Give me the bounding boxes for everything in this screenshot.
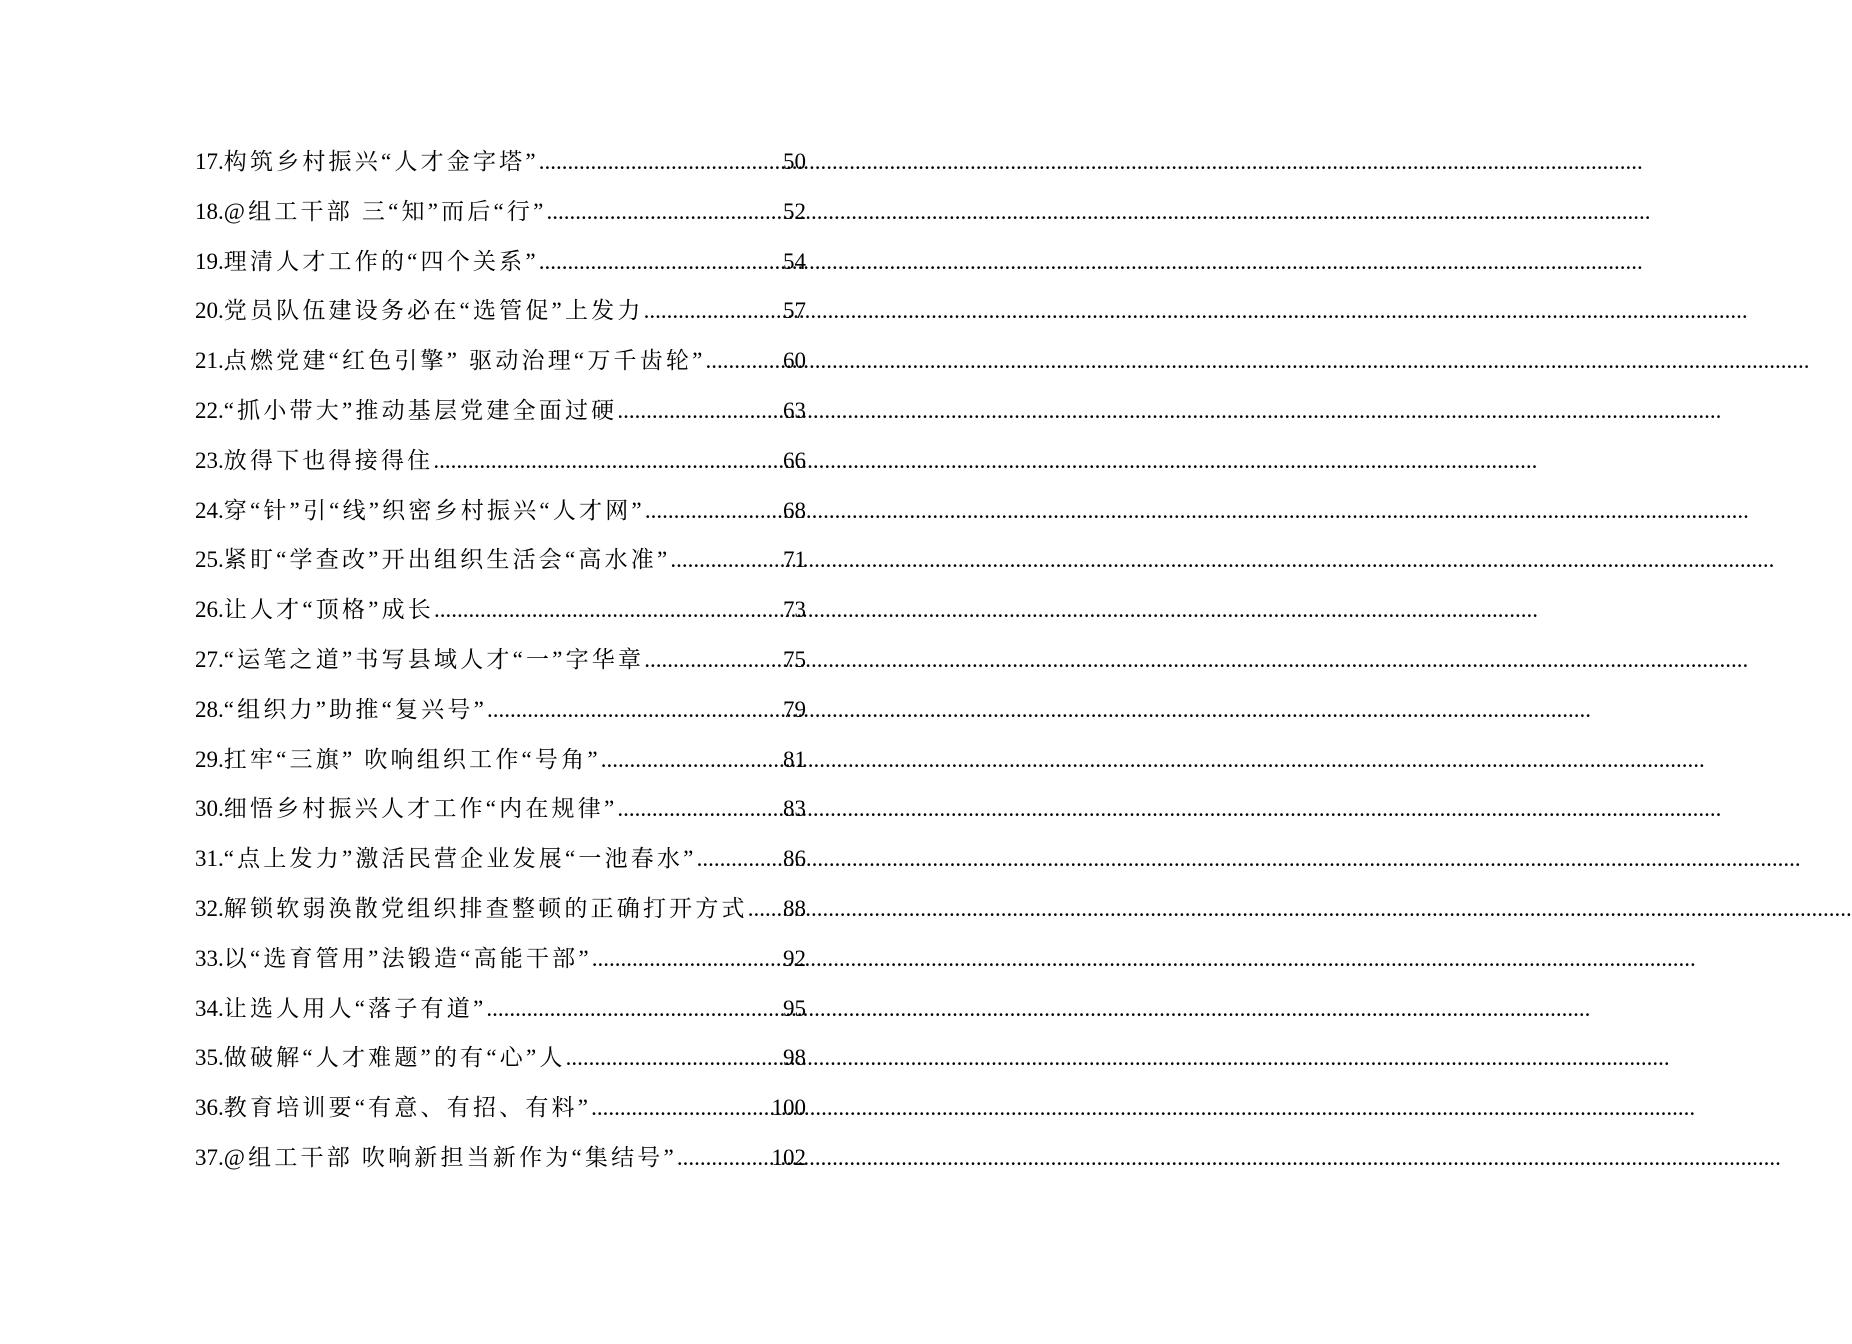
- toc-entry-page: 57: [783, 298, 806, 324]
- toc-dot-leader: [697, 834, 783, 884]
- toc-entry-number: 33.: [195, 945, 224, 971]
- toc-entry-title: 细悟乡村振兴人才工作“内在规律”: [223, 796, 618, 822]
- toc-entry-number: 30.: [195, 796, 224, 822]
- toc-entry-number: 31.: [195, 846, 224, 872]
- toc-entry-page: 88: [783, 895, 806, 921]
- toc-entry-page: 63: [783, 397, 806, 423]
- toc-dot-leader: [645, 486, 783, 536]
- toc-entry-page: 81: [783, 746, 806, 772]
- toc-entry-title: 构筑乡村振兴“人才金字塔”: [223, 149, 539, 174]
- toc-entry[interactable]: [195, 137, 806, 187]
- toc-entry[interactable]: [195, 486, 806, 536]
- toc-entry[interactable]: [195, 535, 806, 585]
- toc-entry[interactable]: [195, 1083, 806, 1133]
- toc-entry-number: 22.: [195, 397, 224, 423]
- toc-dot-leader: [539, 137, 783, 187]
- toc-entry[interactable]: [195, 1033, 806, 1083]
- toc-entry-number: 37.: [195, 1144, 224, 1170]
- toc-entry-title: 让选人用人“落子有道”: [223, 995, 487, 1021]
- toc-entry-title: 点燃党建“红色引擎” 驱动治理“万千齿轮”: [223, 348, 706, 374]
- toc-entry-number: 34.: [195, 995, 224, 1021]
- toc-entry-page: 75: [783, 646, 806, 672]
- toc-entry[interactable]: [195, 984, 806, 1034]
- toc-dot-leader: [644, 286, 783, 336]
- toc-entry-title: 教育培训要“有意、有招、有料”: [223, 1095, 592, 1121]
- toc-entry[interactable]: [195, 635, 806, 685]
- toc-entry[interactable]: [195, 286, 806, 336]
- toc-entry-title: 解锁软弱涣散党组织排查整顿的正确打开方式: [223, 895, 748, 921]
- toc-entry-page: 86: [783, 846, 806, 872]
- toc-entry-page: 79: [783, 696, 806, 722]
- toc-dot-leader: [706, 336, 783, 386]
- toc-dot-leader: [617, 784, 783, 834]
- toc-entry-number: 36.: [195, 1095, 224, 1121]
- toc-entry-number: 20.: [195, 298, 224, 324]
- toc-entry[interactable]: [195, 436, 806, 486]
- toc-entry-title: “抓小带大”推动基层党建全面过硬: [223, 397, 618, 423]
- toc-entry[interactable]: [195, 735, 806, 785]
- toc-dot-leader: [617, 386, 783, 436]
- toc-entry-number: 21.: [195, 348, 224, 374]
- toc-dot-leader: [670, 535, 783, 585]
- toc-entry-title: 放得下也得接得住: [223, 447, 434, 473]
- toc-entry-page: 73: [783, 597, 806, 623]
- toc-entry[interactable]: [195, 784, 806, 834]
- toc-entry-number: 26.: [195, 597, 224, 623]
- toc-entry-title: 让人才“顶格”成长: [223, 597, 434, 623]
- toc-dot-leader: [433, 436, 783, 486]
- toc-dot-leader: [486, 984, 783, 1034]
- toc-dot-leader: [592, 934, 783, 984]
- toc-entry-number: 18.: [195, 198, 224, 224]
- toc-entry-number: 32.: [195, 895, 224, 921]
- toc-dot-leader: [601, 735, 783, 785]
- toc-dot-leader: [434, 585, 783, 635]
- toc-entry-page: 68: [783, 497, 806, 523]
- toc-entry-title: 理清人才工作的“四个关系”: [223, 248, 539, 274]
- toc-entry-title: 党员队伍建设务必在“选管促”上发力: [223, 298, 644, 324]
- toc-entry-page: 102: [771, 1144, 806, 1170]
- toc-entry-page: 92: [783, 945, 806, 971]
- toc-entry-title: @组工干部 吹响新担当新作为“集结号”: [223, 1144, 677, 1170]
- toc-dot-leader: [677, 1133, 772, 1183]
- toc-entry-title: 做破解“人才难题”的有“心”人: [223, 1045, 566, 1071]
- toc-entry[interactable]: [195, 386, 806, 436]
- toc-entry-page: 50: [783, 149, 806, 174]
- toc-dot-leader: [539, 237, 783, 287]
- toc-entry[interactable]: [195, 585, 806, 635]
- toc-entry-page: 60: [783, 348, 806, 374]
- toc-entry[interactable]: [195, 834, 806, 884]
- toc-entry[interactable]: [195, 336, 806, 386]
- toc-entry-page: 83: [783, 796, 806, 822]
- toc-entry-title: 以“选育管用”法锻造“高能干部”: [223, 945, 592, 971]
- toc-dot-leader: [591, 1083, 771, 1133]
- toc-entry-page: 66: [783, 447, 806, 473]
- toc-dot-leader: [566, 1033, 783, 1083]
- table-of-contents: [195, 137, 806, 1183]
- toc-entry-title: 穿“针”引“线”织密乡村振兴“人才网”: [223, 497, 645, 523]
- toc-entry-title: @组工干部 三“知”而后“行”: [223, 198, 547, 224]
- toc-entry-number: 25.: [195, 547, 224, 573]
- toc-entry[interactable]: [195, 685, 806, 735]
- toc-entry-number: 29.: [195, 746, 224, 772]
- toc-entry-title: 扛牢“三旗” 吹响组织工作“号角”: [223, 746, 601, 772]
- toc-entry-number: 17.: [195, 149, 224, 174]
- toc-entry[interactable]: [195, 237, 806, 287]
- toc-entry-number: 27.: [195, 646, 224, 672]
- toc-entry-page: 52: [783, 198, 806, 224]
- toc-dot-leader: [748, 884, 783, 934]
- toc-dot-leader: [487, 685, 783, 735]
- toc-entry-number: 24.: [195, 497, 224, 523]
- toc-entry-title: “组织力”助推“复兴号”: [223, 696, 487, 722]
- toc-dot-leader: [547, 187, 783, 237]
- toc-entry[interactable]: [195, 934, 806, 984]
- toc-entry-number: 28.: [195, 696, 224, 722]
- toc-entry-page: 98: [783, 1045, 806, 1071]
- toc-entry-title: “点上发力”激活民营企业发展“一池春水”: [223, 846, 697, 872]
- toc-entry-page: 100: [771, 1095, 806, 1121]
- toc-dot-leader: [644, 635, 783, 685]
- toc-entry-number: 35.: [195, 1045, 224, 1071]
- toc-entry[interactable]: [195, 884, 806, 934]
- toc-entry-title: 紧盯“学查改”开出组织生活会“高水准”: [223, 547, 671, 573]
- toc-entry-title: “运笔之道”书写县域人才“一”字华章: [223, 646, 645, 672]
- toc-entry-page: 71: [783, 547, 806, 573]
- toc-entry-number: 19.: [195, 248, 224, 274]
- toc-entry[interactable]: [195, 187, 806, 237]
- toc-entry-page: 54: [783, 248, 806, 274]
- toc-entry-page: 95: [783, 995, 806, 1021]
- toc-entry[interactable]: [195, 1133, 806, 1183]
- toc-entry-number: 23.: [195, 447, 224, 473]
